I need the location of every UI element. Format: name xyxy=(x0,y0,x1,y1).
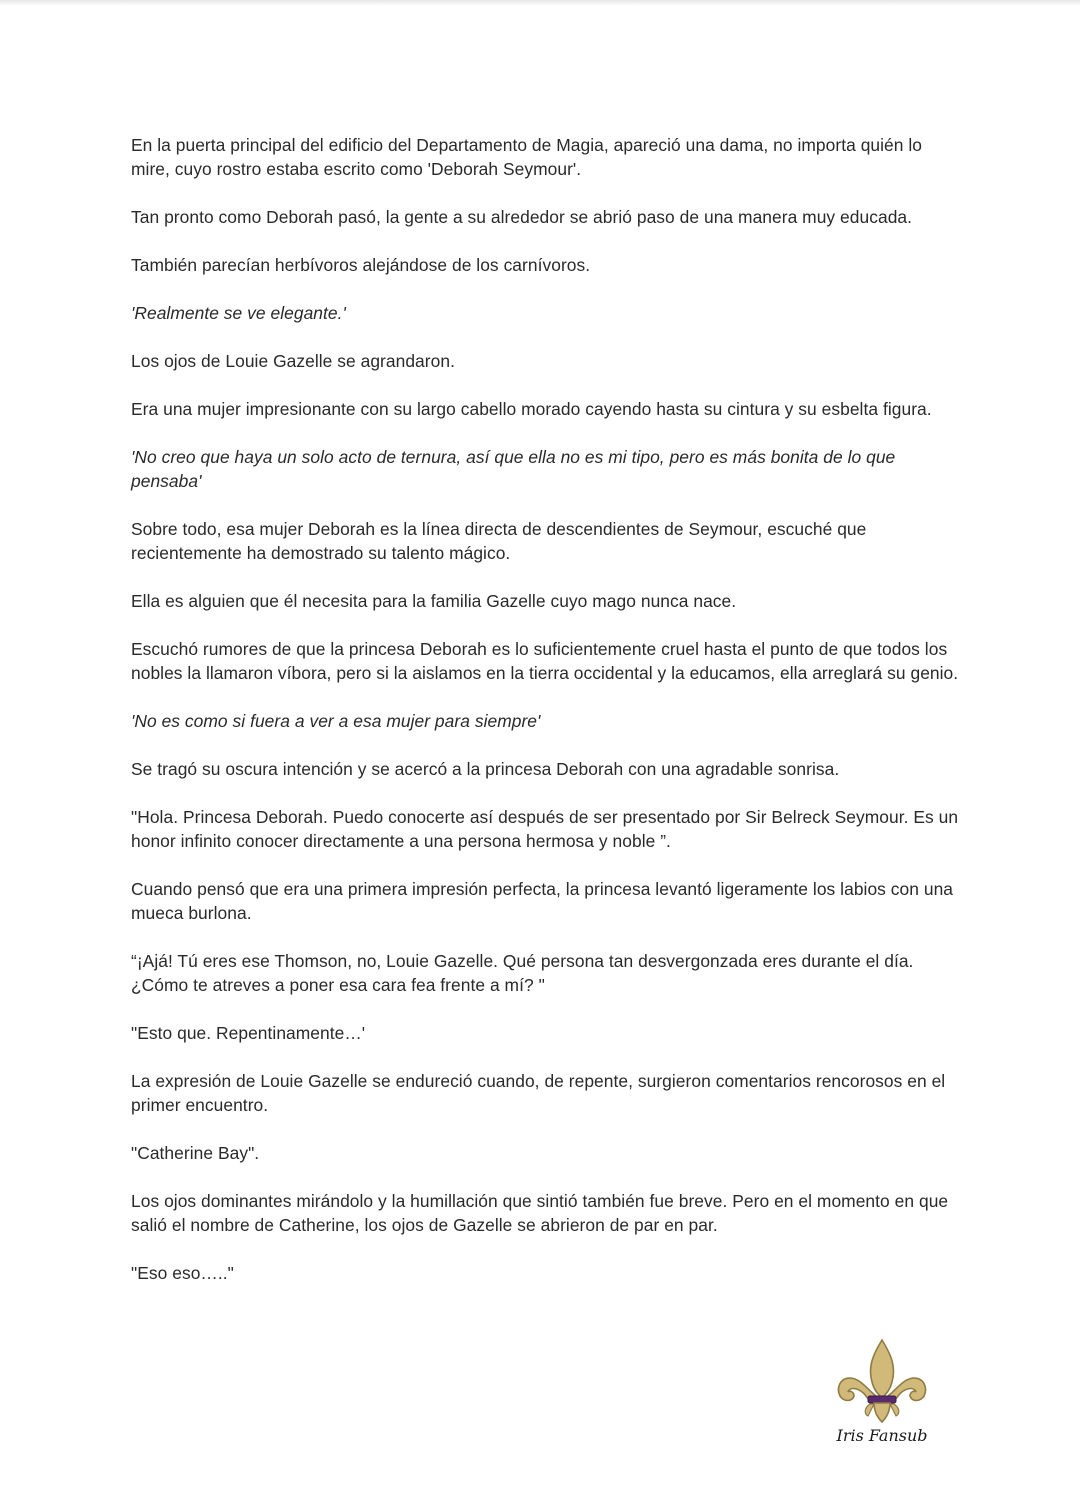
paragraph: "Esto que. Repentinamente…' xyxy=(131,1023,366,1043)
paragraph: Los ojos dominantes mirándolo y la humillación que sintió también fue breve. Pero en el momento en que salió el nombre de Catherine, los ojos de Gazelle se abrieron de par en par. xyxy=(131,1191,949,1235)
paragraph: 'No creo que haya un solo acto de ternura, así que ella no es mi tipo, pero es más bonita de lo que pensaba' xyxy=(131,447,896,491)
paragraph: Se tragó su oscura intención y se acercó a la princesa Deborah con una agradable sonrisa. xyxy=(131,759,840,779)
paragraph: "Catherine Bay". xyxy=(131,1143,260,1163)
paragraph: 'No es como si fuera a ver a esa mujer para siempre' xyxy=(131,711,541,731)
paragraph: “¡Ajá! Tú eres ese Thomson, no, Louie Gazelle. Qué persona tan desvergonzada eres durante el día. ¿Cómo te atreves a poner esa cara fea frente a mí? " xyxy=(131,951,914,995)
paragraph: También parecían herbívoros alejándose de los carnívoros. xyxy=(131,255,591,275)
watermark-logo xyxy=(832,1338,932,1453)
paragraph: En la puerta principal del edificio del Departamento de Magia, apareció una dama, no importa quién lo mire, cuyo rostro estaba escrito como 'Deborah Seymour'. xyxy=(131,135,923,179)
paragraph: 'Realmente se ve elegante.' xyxy=(131,303,346,323)
paragraph: "Eso eso….." xyxy=(131,1263,234,1283)
fleur-de-lis-icon xyxy=(832,1338,932,1428)
watermark-text: Iris Fansub xyxy=(836,1426,928,1445)
document-body xyxy=(131,133,961,1309)
paragraph: Escuchó rumores de que la princesa Deborah es lo suficientemente cruel hasta el punto de que todos los nobles la llamaron víbora, pero si la aislamos en la tierra occidental y la educamos, ella arreglará su genio. xyxy=(131,639,959,683)
paragraph: "Hola. Princesa Deborah. Puedo conocerte así después de ser presentado por Sir Belreck Seymour. Es un honor infinito conocer directamente a una persona hermosa y noble ”. xyxy=(131,807,959,851)
paragraph: Ella es alguien que él necesita para la familia Gazelle cuyo mago nunca nace. xyxy=(131,591,737,611)
paragraph: Sobre todo, esa mujer Deborah es la línea directa de descendientes de Seymour, escuché que recientemente ha demostrado su talento mágico. xyxy=(131,519,867,563)
paragraph: Tan pronto como Deborah pasó, la gente a su alrededor se abrió paso de una manera muy educada. xyxy=(131,207,913,227)
paragraph: Era una mujer impresionante con su largo cabello morado cayendo hasta su cintura y su esbelta figura. xyxy=(131,399,932,419)
paragraph: Cuando pensó que era una primera impresión perfecta, la princesa levantó ligeramente los labios con una mueca burlona. xyxy=(131,879,954,923)
top-shadow xyxy=(0,0,1080,6)
paragraph: La expresión de Louie Gazelle se endureció cuando, de repente, surgieron comentarios rencorosos en el primer encuentro. xyxy=(131,1071,946,1115)
paragraph: Los ojos de Louie Gazelle se agrandaron. xyxy=(131,351,455,371)
